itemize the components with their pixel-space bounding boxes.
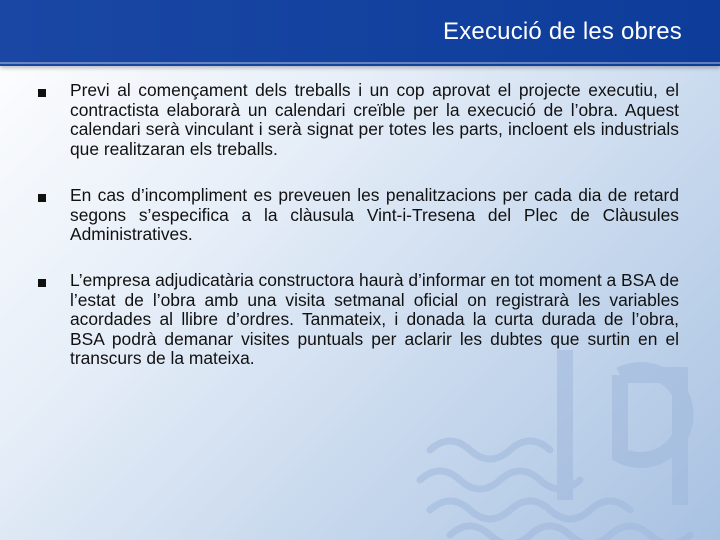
square-bullet-icon xyxy=(38,194,46,202)
bullet-text: Previ al començament dels treballs i un cop aprovat el projecte executiu, el contractista elaborarà un calendari creïble per la execució de l’obra. Aquest calendari serà vinculant i serà signat per totes les parts, incloent els industrials que realitzaran els treballs. xyxy=(70,80,679,159)
bullet-text: En cas d’incompliment es preveuen les penalitzacions per cada dia de retard segons s’especifica a la clàusula Vint-i-Tresena del Plec de Clàusules Administratives. xyxy=(70,185,679,244)
square-bullet-icon xyxy=(38,279,46,287)
slide-title: Execució de les obres xyxy=(443,18,682,45)
square-bullet-icon xyxy=(38,89,46,97)
bullet-text: L’empresa adjudicatària constructora haurà d’informar en tot moment a BSA de l’estat de l’obra amb una visita setmanal oficial on registrarà les variables acordades al llibre d’ordres. Tanmateix, i donada la curta durada de l’obra, BSA podrà demanar visites puntuals per aclarir les dubtes que surtin en el transcurs de la mateixa. xyxy=(70,270,680,368)
